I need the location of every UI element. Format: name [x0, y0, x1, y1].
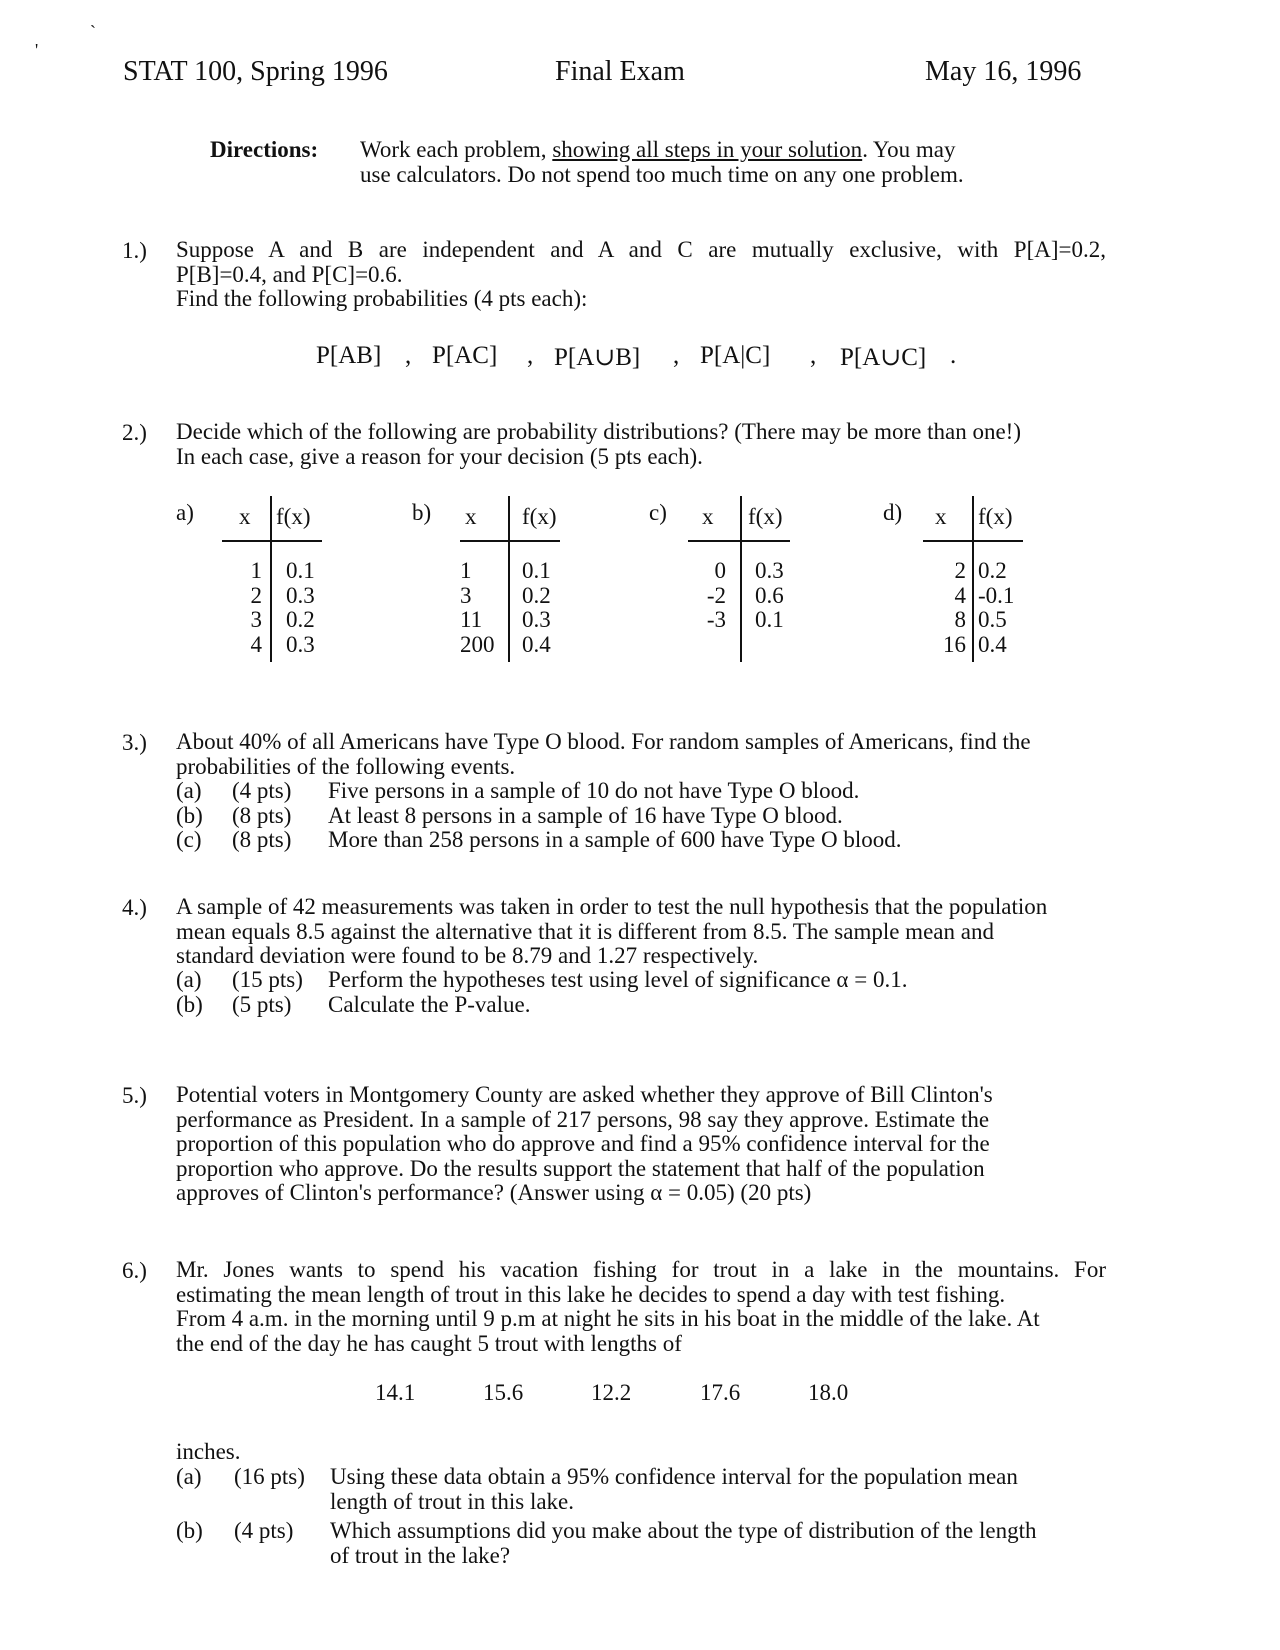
dist-b-f-values — [522, 559, 551, 657]
dist-c-x: 0 — [714, 558, 726, 583]
problem-6-line2: estimating the mean length of trout in this lake he decides to spend a day with test fishing. — [176, 1281, 1006, 1307]
problem-4-line3: standard deviation were found to be 8.79 and 1.27 respectively. — [176, 943, 759, 968]
part-letter: (a) — [176, 1464, 202, 1489]
problem-5-line1: Potential voters in Montgomery County are asked whether they approve of Bill Clinton's — [176, 1082, 993, 1107]
dist-a-f: 0.2 — [286, 607, 315, 632]
dist-a-x-header: x — [239, 504, 251, 529]
prob-ac: P[AC] — [432, 342, 498, 369]
exam-date: May 16, 1996 — [925, 56, 1082, 87]
dist-d-f: -0.1 — [978, 582, 1015, 608]
dist-d-f: 0.4 — [978, 631, 1007, 657]
trout-length: 14.1 — [375, 1380, 416, 1405]
dist-b-x: 200 — [460, 631, 495, 657]
part-text — [330, 1519, 1037, 1568]
part-letter: (a) — [176, 778, 202, 803]
part-points: (16 pts) — [234, 1464, 305, 1489]
dist-b-x-values — [460, 559, 506, 657]
dist-a-x-values — [220, 559, 262, 657]
problem-6-line1: Mr. Jones wants to spend his vacation fishing for trout in a lake in the mountains. For — [176, 1257, 1106, 1282]
dist-d-x: 8 — [954, 607, 966, 632]
dist-a-x: 4 — [250, 631, 262, 657]
dist-a-hline — [222, 540, 322, 542]
problem-5-line5: approves of Clinton's performance? (Answer using α = 0.05) (20 pts) — [176, 1180, 812, 1205]
dist-c-x: -2 — [706, 582, 726, 608]
dist-b-f: 0.2 — [522, 582, 551, 608]
dist-d-x-values — [920, 559, 966, 657]
part-text-line: length of trout in this lake. — [330, 1488, 575, 1514]
problem-5-line3: proportion of this population who do approve and find a 95% confidence interval for the — [176, 1131, 990, 1156]
part-points: (5 pts) — [232, 991, 292, 1017]
part-text: Perform the hypotheses test using level of significance α = 0.1. — [328, 967, 908, 992]
problem-6-part — [176, 1465, 1106, 1515]
directions-label — [210, 138, 318, 163]
problem-6-number: 6.) — [122, 1258, 147, 1283]
dist-b-f-header: f(x) — [522, 504, 557, 529]
problem-5-number: 5.) — [122, 1083, 147, 1108]
trout-length: 17.6 — [700, 1380, 741, 1405]
problem-4-part — [176, 968, 1106, 993]
prob-sep-2: , — [527, 342, 534, 369]
part-text: Five persons in a sample of 10 do not have Type O blood. — [328, 778, 860, 803]
problem-1-text — [176, 238, 1106, 312]
problem-5-line2: performance as President. In a sample of 217 persons, 98 say they approve. Estimate the — [176, 1106, 990, 1132]
dist-c-x-values — [690, 559, 726, 633]
part-points: (8 pts) — [232, 827, 292, 852]
problem-3-part — [176, 779, 1106, 804]
problem-6-text — [176, 1258, 1106, 1356]
dist-d-f-header: f(x) — [978, 504, 1013, 529]
trout-length: 15.6 — [483, 1380, 524, 1405]
prob-sep-4: , — [810, 342, 817, 369]
dist-b-x-header: x — [465, 504, 477, 529]
dist-d-x-header: x — [935, 504, 947, 529]
dist-d-f: 0.5 — [978, 607, 1007, 632]
dist-c-vline — [740, 496, 742, 662]
part-letter: (c) — [176, 827, 202, 852]
dist-b-x: 1 — [460, 558, 472, 583]
problem-6-part — [176, 1519, 1106, 1569]
dist-d-vline — [972, 496, 974, 662]
problem-5-line4: proportion who approve. Do the results support the statement that half of the population — [176, 1155, 985, 1181]
stray-mark-2: ` — [90, 22, 96, 42]
directions-part2: . You may — [862, 137, 956, 162]
problem-4-parts — [176, 968, 1106, 1018]
problem-3-text — [176, 730, 1106, 779]
directions-underlined: showing all steps in your solution — [552, 137, 863, 162]
problem-1-line1: Suppose A and B are independent and A and C are mutually exclusive, with P[A]=0.2, — [176, 237, 1106, 262]
problem-3-line2: probabilities of the following events. — [176, 753, 516, 779]
part-text: At least 8 persons in a sample of 16 have Type O blood. — [328, 802, 843, 828]
dist-c-f-header: f(x) — [748, 504, 783, 529]
problem-4-part — [176, 993, 1106, 1018]
problem-6-parts — [176, 1465, 1106, 1575]
problem-3-parts — [176, 779, 1106, 853]
dist-d-x: 4 — [954, 582, 966, 608]
trout-length: 12.2 — [591, 1380, 632, 1405]
dist-b-label: b) — [412, 500, 432, 525]
prob-a-union-b: P[A∪B] — [554, 344, 641, 371]
part-letter: (b) — [176, 991, 203, 1017]
stray-mark: ' — [35, 40, 39, 60]
dist-a-x: 3 — [250, 607, 262, 632]
dist-d-f: 0.2 — [978, 558, 1007, 583]
dist-c-hline — [688, 540, 790, 542]
dist-a-x: 2 — [250, 582, 262, 608]
problem-5-text — [176, 1083, 1106, 1206]
problem-2-line2: In each case, give a reason for your decision (5 pts each). — [176, 443, 703, 469]
dist-b-f: 0.1 — [522, 558, 551, 583]
dist-d-f-values — [978, 559, 1014, 657]
dist-c-f: 0.1 — [755, 607, 784, 632]
exam-title: Final Exam — [555, 56, 685, 87]
problem-3-line1: About 40% of all Americans have Type O blood. For random samples of Americans, find the — [176, 729, 1031, 754]
directions-heading: Directions: — [210, 137, 319, 162]
prob-end: . — [950, 342, 957, 369]
part-points: (4 pts) — [232, 778, 292, 803]
dist-a-f: 0.3 — [286, 631, 315, 657]
problem-2-text — [176, 420, 1106, 469]
dist-b-x: 3 — [460, 582, 472, 608]
dist-b-x: 11 — [460, 607, 483, 632]
part-text — [330, 1465, 1018, 1514]
problem-1-number: 1.) — [122, 238, 147, 263]
prob-ab: P[AB] — [316, 342, 382, 369]
part-text: Calculate the P-value. — [328, 991, 531, 1017]
dist-b-vline — [508, 496, 510, 662]
dist-b-f: 0.3 — [522, 607, 551, 632]
dist-d-x: 2 — [954, 558, 966, 583]
problem-3-number: 3.) — [122, 730, 147, 755]
part-text-line: of trout in the lake? — [330, 1542, 511, 1568]
dist-a-f-header: f(x) — [276, 504, 311, 529]
problem-6-line3: From 4 a.m. in the morning until 9 p.m at night he sits in his boat in the middle of the lake. At — [176, 1306, 1040, 1331]
problem-2-line1: Decide which of the following are probability distributions? (There may be more than one!) — [176, 419, 1021, 444]
part-text: More than 258 persons in a sample of 600 have Type O blood. — [328, 827, 902, 852]
dist-a-f: 0.3 — [286, 582, 315, 608]
part-letter: (b) — [176, 1518, 203, 1543]
problem-6-line4: the end of the day he has caught 5 trout with lengths of — [176, 1330, 682, 1356]
prob-sep-3: , — [673, 342, 680, 369]
dist-a-vline — [270, 496, 272, 662]
directions-text — [360, 138, 1020, 187]
part-letter: (b) — [176, 802, 203, 828]
problem-6-units: inches. — [176, 1439, 241, 1464]
part-text-line: Which assumptions did you make about the type of distribution of the length — [330, 1518, 1037, 1543]
dist-c-x: -3 — [706, 607, 726, 632]
directions-line2: use calculators. Do not spend too much time on any one problem. — [360, 161, 964, 187]
dist-c-f: 0.3 — [755, 558, 784, 583]
dist-c-f: 0.6 — [755, 582, 784, 608]
problem-4-line1: A sample of 42 measurements was taken in order to test the null hypothesis that the population — [176, 894, 1048, 919]
problem-4-line2: mean equals 8.5 against the alternative that it is different from 8.5. The sample mean and — [176, 918, 994, 944]
problem-3-part — [176, 804, 1106, 829]
dist-c-f-values — [755, 559, 784, 633]
dist-a-f: 0.1 — [286, 558, 315, 583]
problem-1-line2: P[B]=0.4, and P[C]=0.6. — [176, 261, 403, 287]
problem-4-number: 4.) — [122, 895, 147, 920]
trout-length: 18.0 — [808, 1380, 849, 1405]
dist-d-x: 16 — [943, 631, 966, 657]
part-text-line: Using these data obtain a 95% confidence interval for the population mean — [330, 1464, 1018, 1489]
dist-b-hline — [460, 540, 560, 542]
problem-4-text — [176, 895, 1106, 969]
problem-3-part — [176, 828, 1106, 853]
part-points: (8 pts) — [232, 802, 292, 828]
part-letter: (a) — [176, 967, 202, 992]
problem-2-number: 2.) — [122, 420, 147, 445]
dist-a-x: 1 — [250, 558, 262, 583]
dist-c-label: c) — [649, 500, 667, 525]
prob-a-given-c: P[A|C] — [700, 342, 771, 369]
course-title: STAT 100, Spring 1996 — [123, 56, 388, 87]
dist-c-x-header: x — [702, 504, 714, 529]
directions-part1: Work each problem, — [360, 137, 553, 162]
dist-b-f: 0.4 — [522, 631, 551, 657]
part-points: (4 pts) — [234, 1518, 294, 1543]
problem-1-line3: Find the following probabilities (4 pts each): — [176, 286, 588, 311]
prob-sep-1: , — [405, 342, 412, 369]
part-points: (15 pts) — [232, 967, 303, 992]
dist-a-label: a) — [176, 500, 194, 525]
prob-a-union-c: P[A∪C] — [840, 344, 927, 371]
dist-a-f-values — [286, 559, 315, 657]
dist-d-label: d) — [883, 500, 903, 525]
